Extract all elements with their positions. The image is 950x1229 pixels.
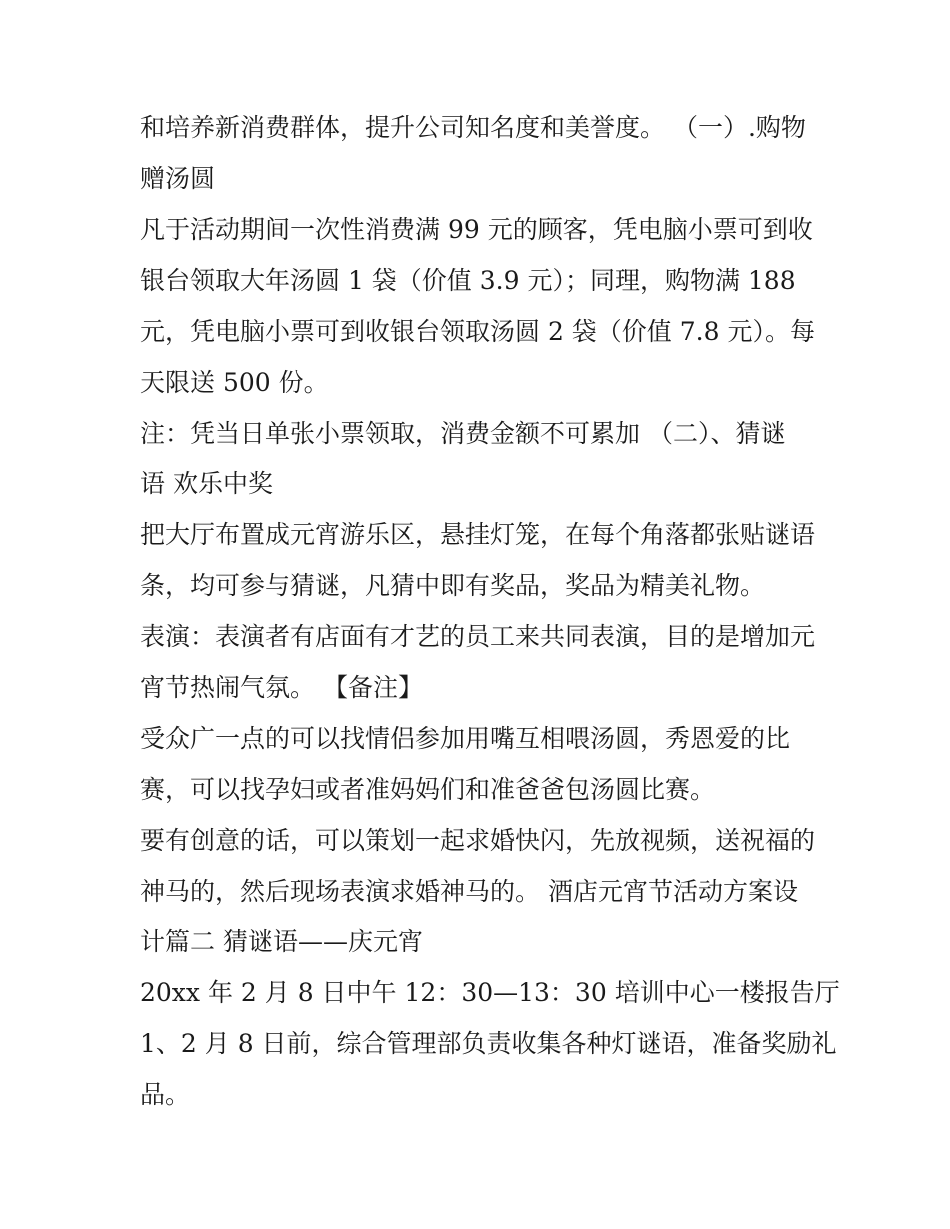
text-line: 元，凭电脑小票可到收银台领取汤圆 2 袋（价值 7.8 元）。每 [140,317,815,346]
text-line: 银台领取大年汤圆 1 袋（价值 3.9 元）；同理，购物满 188 [140,266,796,295]
text-line: 把大厅布置成元宵游乐区，悬挂灯笼，在每个角落都张贴谜语 [140,520,816,549]
text-line: 要有创意的话，可以策划一起求婚快闪，先放视频，送祝福的 [140,826,816,855]
text-line: 品。 [140,1080,191,1109]
text-line: 表演：表演者有店面有才艺的员工来共同表演，目的是增加元 [140,622,816,651]
text-line: 凡于活动期间一次性消费满 99 元的顾客，凭电脑小票可到收 [140,215,813,244]
text-line: 天限送 500 份。 [140,368,329,397]
text-line: 条，均可参与猜谜，凡猜中即有奖品，奖品为精美礼物。 [140,571,766,600]
text-line: 20xx 年 2 月 8 日中午 12：30—13：30 培训中心一楼报告厅 [140,978,840,1007]
text-line: 1、2 月 8 日前，综合管理部负责收集各种灯谜语，准备奖励礼 [140,1029,837,1058]
text-line: 赛，可以找孕妇或者准妈妈们和准爸爸包汤圆比赛。 [140,775,716,804]
text-line: 受众广一点的可以找情侣参加用嘴互相喂汤圆，秀恩爱的比 [140,724,791,753]
text-line: 计篇二 猜谜语——庆元宵 [140,927,423,956]
text-line: 宵节热闹气氛。 【备注】 [140,673,423,702]
text-line: 和培养新消费群体，提升公司知名度和美誉度。 （一）.购物 [140,113,806,142]
text-line: 神马的，然后现场表演求婚神马的。 酒店元宵节活动方案设 [140,877,798,906]
text-line: 注：凭当日单张小票领取，消费金额不可累加 （二）、猜谜 [140,419,786,448]
text-line: 赠汤圆 [140,164,216,193]
text-line: 语 欢乐中奖 [140,469,273,498]
